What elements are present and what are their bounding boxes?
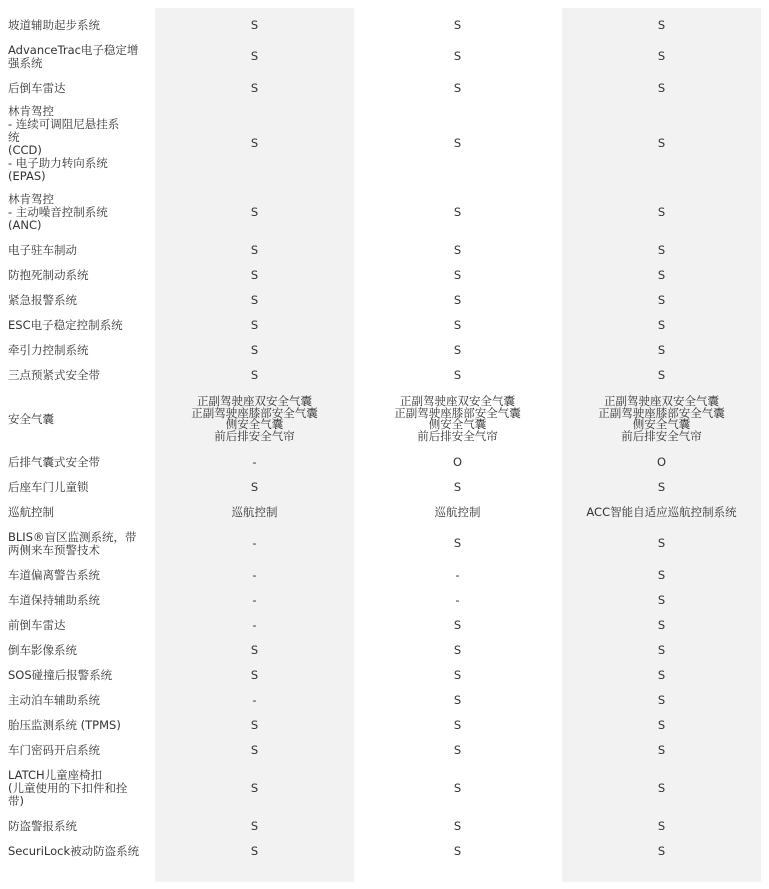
feature-value: 正副驾驶座双安全气囊 正副驾驶座膝部安全气囊 侧安全气囊 前后排安全气帘 [598, 394, 725, 443]
feature-value: S [250, 742, 259, 757]
feature-value: S [657, 592, 666, 607]
table-row [0, 688, 769, 713]
feature-value: O [452, 454, 463, 469]
table-row [0, 388, 769, 450]
table-row [0, 238, 769, 263]
feature-value: - [252, 454, 257, 469]
feature-value: S [657, 204, 666, 219]
feature-value: S [453, 617, 462, 632]
table-row [0, 500, 769, 525]
feature-value: S [453, 742, 462, 757]
feature-value: S [453, 818, 462, 833]
feature-value: - [252, 692, 257, 707]
feature-value: S [250, 818, 259, 833]
feature-value: S [657, 843, 666, 858]
feature-value: - [455, 567, 460, 582]
feature-value: S [250, 367, 259, 382]
table-row [0, 613, 769, 638]
feature-value: S [657, 49, 666, 64]
feature-value: S [453, 317, 462, 332]
feature-name: 倒车影像系统 [8, 643, 77, 657]
feature-value: S [453, 80, 462, 95]
spec-table [0, 13, 769, 864]
table-row [0, 187, 769, 238]
feature-value: S [250, 267, 259, 282]
table-row [0, 338, 769, 363]
feature-name: 紧急报警系统 [8, 293, 77, 307]
feature-name: 安全气囊 [8, 411, 54, 426]
feature-name: ESC电子稳定控制系统 [8, 318, 123, 332]
table-row [0, 263, 769, 288]
table-row [0, 638, 769, 663]
feature-value: S [657, 667, 666, 682]
feature-value: S [453, 367, 462, 382]
feature-value: S [453, 136, 462, 151]
feature-value: S [657, 267, 666, 282]
feature-value: S [250, 292, 259, 307]
feature-value: S [657, 317, 666, 332]
feature-name: 防盗警报系统 [8, 819, 77, 833]
feature-value: O [656, 454, 667, 469]
feature-name: 后排气囊式安全带 [8, 455, 100, 469]
feature-value: 正副驾驶座双安全气囊 正副驾驶座膝部安全气囊 侧安全气囊 前后排安全气帘 [394, 394, 521, 443]
feature-value: - [252, 617, 257, 632]
table-row [0, 525, 769, 563]
feature-value: S [250, 780, 259, 795]
feature-value: 巡航控制 [434, 504, 481, 519]
feature-value: S [657, 536, 666, 551]
feature-value: S [657, 692, 666, 707]
table-row [0, 738, 769, 763]
table-row [0, 288, 769, 313]
feature-value: S [250, 479, 259, 494]
feature-name: 车道偏离警告系统 [8, 568, 100, 582]
feature-value: S [453, 342, 462, 357]
table-row [0, 38, 769, 76]
feature-value: S [657, 642, 666, 657]
feature-value: S [250, 17, 259, 32]
feature-value: S [250, 667, 259, 682]
feature-value: S [453, 536, 462, 551]
feature-name: 三点预紧式安全带 [8, 368, 100, 382]
feature-value: 正副驾驶座双安全气囊 正副驾驶座膝部安全气囊 侧安全气囊 前后排安全气帘 [191, 394, 318, 443]
feature-value: S [657, 80, 666, 95]
feature-name: SecuriLock被动防盗系统 [8, 844, 140, 858]
feature-value: S [453, 49, 462, 64]
feature-value: S [250, 136, 259, 151]
feature-value: S [453, 267, 462, 282]
feature-name: LATCH儿童座椅扣 (儿童使用的下扣件和拴 带) [8, 768, 128, 808]
table-row [0, 475, 769, 500]
feature-value: - [252, 567, 257, 582]
feature-value: S [250, 843, 259, 858]
table-row [0, 13, 769, 38]
feature-value: S [453, 780, 462, 795]
feature-value: - [252, 536, 257, 551]
feature-value: S [453, 667, 462, 682]
feature-name: 坡道辅助起步系统 [8, 18, 100, 32]
feature-name: 林肯驾控 - 主动噪音控制系统 (ANC) [8, 192, 108, 232]
feature-value: - [455, 592, 460, 607]
feature-name: AdvanceTrac电子稳定增 强系统 [8, 43, 139, 70]
feature-value: S [453, 292, 462, 307]
feature-name: 防抱死制动系统 [8, 268, 89, 282]
feature-value: S [250, 342, 259, 357]
table-row [0, 363, 769, 388]
feature-value: S [657, 342, 666, 357]
feature-name: 林肯驾控 - 连续可调阻尼悬挂系 统 (CCD) - 电子助力转向系统 (EPAS) [8, 104, 120, 183]
feature-name: 车门密码开启系统 [8, 743, 100, 757]
feature-name: 后倒车雷达 [8, 81, 66, 95]
feature-value: S [657, 567, 666, 582]
feature-value: S [657, 292, 666, 307]
feature-name: 后座车门儿童锁 [8, 480, 89, 494]
feature-value: S [657, 617, 666, 632]
feature-value: S [657, 242, 666, 257]
table-row [0, 101, 769, 187]
feature-name: 前倒车雷达 [8, 618, 66, 632]
feature-value: S [250, 717, 259, 732]
feature-value: S [453, 843, 462, 858]
feature-value: S [657, 479, 666, 494]
feature-name: 主动泊车辅助系统 [8, 693, 100, 707]
feature-value: S [657, 818, 666, 833]
feature-value: S [250, 80, 259, 95]
feature-value: S [453, 204, 462, 219]
table-row [0, 763, 769, 814]
feature-value: S [453, 242, 462, 257]
feature-name: 电子驻车制动 [8, 243, 77, 257]
feature-value: S [657, 17, 666, 32]
table-row [0, 76, 769, 101]
feature-value: S [657, 780, 666, 795]
feature-name: 巡航控制 [8, 505, 54, 519]
feature-value: S [250, 49, 259, 64]
feature-value: S [250, 242, 259, 257]
table-row [0, 839, 769, 864]
table-row [0, 663, 769, 688]
feature-value: ACC智能自适应巡航控制系统 [586, 504, 737, 519]
feature-name: 车道保持辅助系统 [8, 593, 100, 607]
feature-value: S [453, 692, 462, 707]
feature-name: 胎压监测系统 (TPMS) [8, 718, 121, 732]
feature-value: S [453, 17, 462, 32]
feature-value: S [657, 136, 666, 151]
feature-name: SOS碰撞后报警系统 [8, 668, 113, 682]
feature-value: S [657, 742, 666, 757]
feature-value: S [657, 717, 666, 732]
feature-value: S [250, 317, 259, 332]
table-row [0, 713, 769, 738]
table-row [0, 563, 769, 588]
table-row [0, 313, 769, 338]
feature-value: - [252, 592, 257, 607]
table-row [0, 588, 769, 613]
feature-name: BLIS®盲区监测系统，带 两侧来车预警技术 [8, 530, 137, 557]
table-row [0, 814, 769, 839]
feature-value: S [250, 642, 259, 657]
feature-value: S [453, 642, 462, 657]
feature-name: 牵引力控制系统 [8, 343, 89, 357]
feature-value: S [657, 367, 666, 382]
feature-value: S [453, 717, 462, 732]
feature-value: 巡航控制 [231, 504, 278, 519]
table-row [0, 450, 769, 475]
feature-value: S [453, 479, 462, 494]
feature-value: S [250, 204, 259, 219]
